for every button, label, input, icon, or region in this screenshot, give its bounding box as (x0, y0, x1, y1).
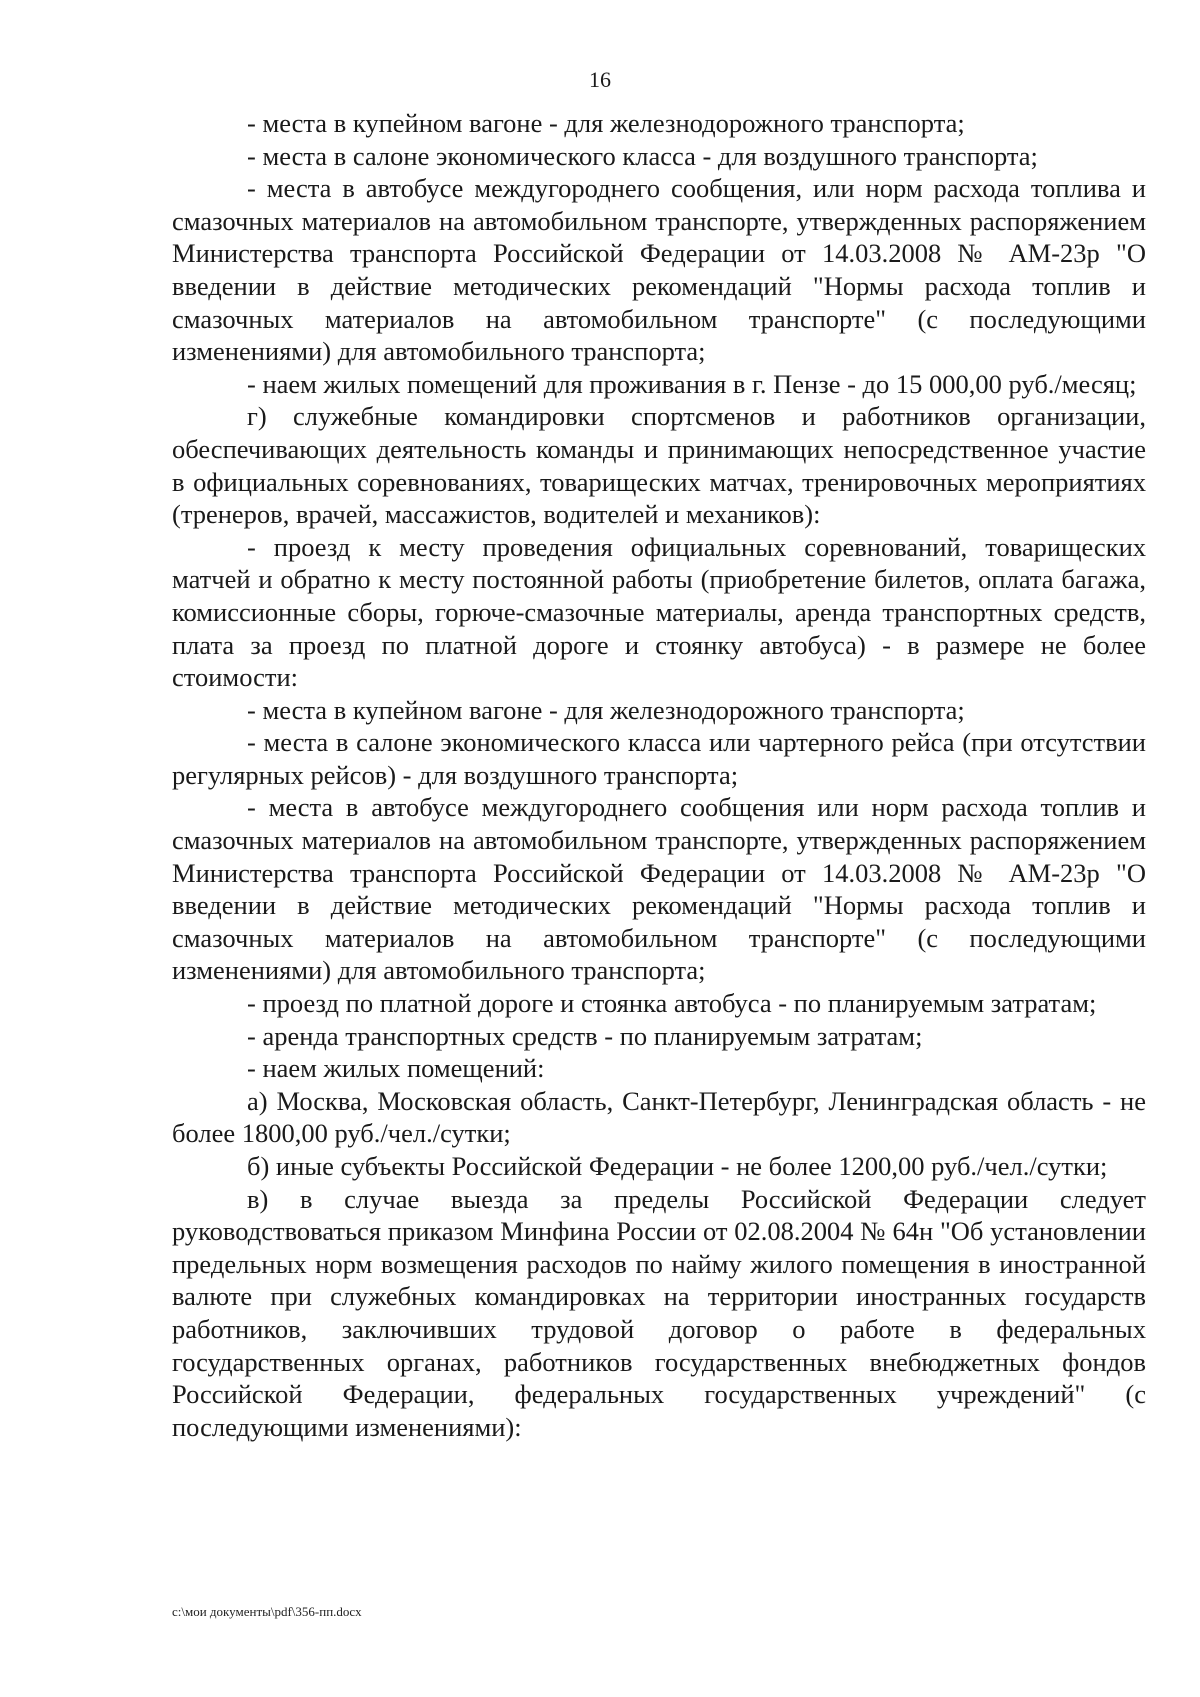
paragraph: а) Москва, Московская область, Санкт-Петербург, Ленинградская область - не более 1800,00 руб./чел./сутки; (172, 1085, 1146, 1149)
document-body (172, 107, 1146, 1443)
paragraph: в) в случае выезда за пределы Российской Федерации следует руководствоваться приказом Минфина России от 02.08.2004 № 64н "Об установлении предельных норм возмещения расходов по найму жилого помещения в иностранной валюте при служебных командировках на территории иностранных государств работников, заключивших трудовой договор о работе в федеральных государственных органах, работников государственных внебюджетных фондов Российской Федерации, федеральных государственных учреждений" (с последующими изменениями): (172, 1183, 1146, 1442)
footer-file-path: c:\мои документы\pdf\356-пп.docx (172, 1604, 362, 1619)
paragraph: - места в салоне экономического класса - для воздушного транспорта; (247, 140, 1038, 171)
paragraph: г) служебные командировки спортсменов и работников организации, обеспечивающих деятельность команды и принимающих непосредственное участие в официальных соревнованиях, товарищеских матчах, тренировочных мероприятиях (тренеров, врачей, массажистов, водителей и механиков): (172, 401, 1146, 530)
paragraph: - места в салоне экономического класса или чартерного рейса (при отсутствии регулярных рейсов) - для воздушного транспорта; (172, 727, 1146, 790)
paragraph: - наем жилых помещений для проживания в г. Пензе - до 15 000,00 руб./месяц; (247, 368, 1137, 399)
paragraph: - места в купейном вагоне - для железнодорожного транспорта; (247, 694, 965, 725)
paragraph: б) иные субъекты Российской Федерации - не более 1200,00 руб./чел./сутки; (247, 1151, 1108, 1181)
paragraph: - места в автобусе междугороднего сообщения, или норм расхода топлива и смазочных материалов на автомобильном транспорте, утвержденных распоряжением Министерства транспорта Российской Федерации от 14.03.2008 № АМ-23р "О введении в действие методических рекомендаций "Нормы расхода топлив и смазочных материалов на автомобильном транспорте" (с последующими изменениями) для автомобильного транспорта; (172, 173, 1146, 367)
page-number: 16 (589, 67, 611, 92)
paragraph: - аренда транспортных средств - по планируемым затратам; (247, 1020, 923, 1051)
paragraph: - места в автобусе междугороднего сообщения или норм расхода топлив и смазочных материалов на автомобильном транспорте, утвержденных распоряжением Министерства транспорта Российской Федерации от 14.03.2008 № АМ-23р "О введении в действие методических рекомендаций "Нормы расхода топлив и смазочных материалов на автомобильном транспорте" (с последующими изменениями) для автомобильного транспорта; (172, 792, 1146, 986)
paragraph: - проезд по платной дороге и стоянка автобуса - по планируемым затратам; (247, 988, 1097, 1019)
paragraph: - наем жилых помещений: (247, 1053, 545, 1084)
paragraph: - места в купейном вагоне - для железнодорожного транспорта; (247, 108, 965, 138)
paragraph: - проезд к месту проведения официальных соревнований, товарищеских матчей и обратно к месту постоянной работы (приобретение билетов, оплата багажа, комиссионные сборы, горюче-смазочные материалы, аренда транспортных средств, плата за проезд по платной дороге и стоянку автобуса) - в размере не более стоимости: (172, 531, 1146, 693)
